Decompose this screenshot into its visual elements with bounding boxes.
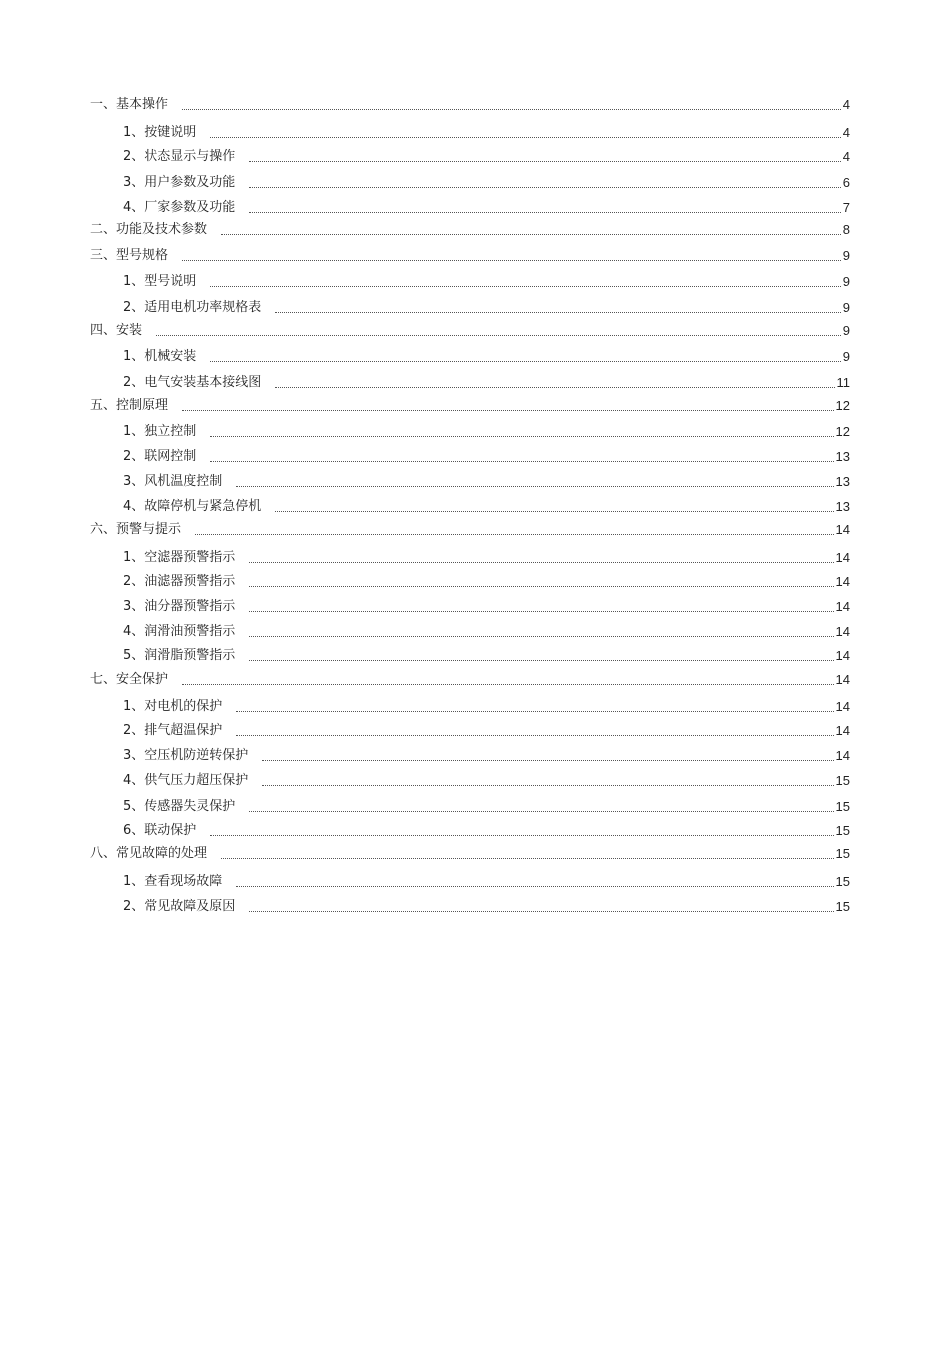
toc-entry[interactable]	[123, 871, 850, 891]
toc-entry-page-number: 15	[835, 846, 850, 861]
toc-entry-title: 1、对电机的保护	[123, 699, 223, 714]
toc-entry[interactable]	[123, 146, 850, 166]
toc-entry-page-number: 12	[835, 398, 850, 413]
toc-entry[interactable]	[123, 271, 850, 291]
toc-dot-leader	[221, 857, 834, 859]
toc-entry-page-number: 11	[836, 375, 850, 390]
toc-entry-title: 七、安全保护	[90, 672, 169, 687]
toc-entry[interactable]	[123, 547, 850, 567]
toc-dot-leader	[275, 386, 834, 388]
toc-entry[interactable]	[123, 896, 850, 916]
toc-entry-title: 4、厂家参数及功能	[123, 200, 236, 215]
toc-entry[interactable]	[123, 696, 850, 716]
toc-dot-leader	[182, 259, 841, 261]
toc-entry-page-number: 15	[835, 899, 850, 914]
toc-dot-leader	[249, 635, 833, 637]
toc-entry-page-number: 4	[842, 97, 850, 112]
toc-dot-leader	[249, 211, 840, 213]
toc-entry-page-number: 13	[835, 474, 850, 489]
toc-entry-page-number: 13	[835, 499, 850, 514]
toc-entry-page-number: 14	[835, 574, 850, 589]
toc-entry-title: 5、传感器失灵保护	[123, 799, 236, 814]
toc-dot-leader	[275, 510, 833, 512]
toc-dot-leader	[182, 409, 834, 411]
toc-dot-leader	[182, 683, 834, 685]
toc-entry[interactable]	[123, 820, 850, 840]
toc-entry-page-number: 14	[835, 748, 850, 763]
toc-entry[interactable]	[123, 796, 850, 816]
toc-entry-title: 2、适用电机功率规格表	[123, 300, 262, 315]
toc-entry-title: 2、状态显示与操作	[123, 149, 236, 164]
toc-dot-leader	[210, 460, 833, 462]
toc-entry-page-number: 15	[835, 823, 850, 838]
toc-entry-title: 2、联网控制	[123, 449, 197, 464]
toc-entry-page-number: 9	[842, 248, 850, 263]
toc-dot-leader	[249, 610, 833, 612]
toc-entry-page-number: 9	[842, 323, 850, 338]
toc-entry-page-number: 14	[835, 672, 850, 687]
toc-entry-page-number: 4	[842, 125, 850, 140]
toc-dot-leader	[210, 360, 840, 362]
toc-entry[interactable]	[123, 346, 850, 366]
toc-entry-title: 2、常见故障及原因	[123, 899, 236, 914]
toc-dot-leader	[262, 759, 833, 761]
toc-entry-title: 1、查看现场故障	[123, 874, 223, 889]
toc-dot-leader	[249, 585, 833, 587]
toc-entry-title: 1、空滤器预警指示	[123, 550, 236, 565]
toc-entry-page-number: 9	[842, 349, 850, 364]
toc-entry[interactable]	[123, 197, 850, 217]
toc-entry[interactable]	[90, 395, 850, 415]
toc-entry-title: 3、用户参数及功能	[123, 175, 236, 190]
toc-entry[interactable]	[90, 94, 850, 114]
toc-entry[interactable]	[90, 320, 850, 340]
toc-entry-title: 1、机械安装	[123, 349, 197, 364]
toc-dot-leader	[221, 233, 841, 235]
toc-entry-page-number: 4	[842, 149, 850, 164]
toc-entry-page-number: 14	[835, 624, 850, 639]
toc-entry-page-number: 15	[835, 773, 850, 788]
toc-entry[interactable]	[123, 172, 850, 192]
toc-entry-title: 四、安装	[90, 323, 143, 338]
toc-entry-title: 一、基本操作	[90, 97, 169, 112]
toc-entry-title: 3、油分器预警指示	[123, 599, 236, 614]
toc-entry-page-number: 12	[835, 424, 850, 439]
toc-dot-leader	[210, 136, 840, 138]
toc-dot-leader	[236, 485, 833, 487]
toc-entry-page-number: 15	[835, 874, 850, 889]
toc-entry-page-number: 14	[835, 599, 850, 614]
toc-entry-title: 4、供气压力超压保护	[123, 773, 249, 788]
toc-dot-leader	[236, 885, 833, 887]
toc-entry-page-number: 15	[835, 799, 850, 814]
toc-entry[interactable]	[123, 596, 850, 616]
toc-entry-page-number: 14	[835, 723, 850, 738]
toc-entry-title: 5、润滑脂预警指示	[123, 648, 236, 663]
toc-entry[interactable]	[123, 645, 850, 665]
toc-entry[interactable]	[90, 669, 850, 689]
toc-dot-leader	[262, 784, 833, 786]
toc-entry-title: 2、排气超温保护	[123, 723, 223, 738]
toc-entry-page-number: 14	[835, 522, 850, 537]
toc-entry[interactable]	[123, 621, 850, 641]
toc-entry-page-number: 8	[842, 222, 850, 237]
toc-entry[interactable]	[90, 245, 850, 265]
toc-dot-leader	[249, 186, 840, 188]
toc-dot-leader	[275, 311, 840, 313]
toc-entry-title: 3、空压机防逆转保护	[123, 748, 249, 763]
toc-entry-title: 2、电气安装基本接线图	[123, 375, 262, 390]
toc-entry[interactable]	[123, 372, 850, 392]
toc-entry[interactable]	[123, 446, 850, 466]
toc-dot-leader	[210, 285, 840, 287]
toc-entry[interactable]	[123, 297, 850, 317]
toc-dot-leader	[182, 108, 841, 110]
toc-entry-page-number: 14	[835, 699, 850, 714]
toc-dot-leader	[249, 160, 840, 162]
toc-entry[interactable]	[90, 843, 850, 863]
toc-entry-title: 6、联动保护	[123, 823, 197, 838]
toc-entry-page-number: 6	[842, 175, 850, 190]
toc-entry[interactable]	[123, 471, 850, 491]
toc-entry-title: 二、功能及技术参数	[90, 222, 208, 237]
toc-entry-title: 4、润滑油预警指示	[123, 624, 236, 639]
toc-entry-page-number: 14	[835, 648, 850, 663]
toc-dot-leader	[210, 834, 833, 836]
toc-entry-title: 1、型号说明	[123, 274, 197, 289]
toc-entry[interactable]	[123, 770, 850, 790]
toc-dot-leader	[210, 435, 833, 437]
toc-dot-leader	[156, 334, 841, 336]
toc-entry-page-number: 9	[842, 300, 850, 315]
toc-entry-title: 三、型号规格	[90, 248, 169, 263]
toc-entry[interactable]	[123, 571, 850, 591]
toc-dot-leader	[249, 810, 833, 812]
toc-entry[interactable]	[123, 745, 850, 765]
toc-dot-leader	[236, 710, 833, 712]
toc-entry-title: 1、独立控制	[123, 424, 197, 439]
toc-entry-page-number: 14	[835, 550, 850, 565]
toc-entry[interactable]	[123, 122, 850, 142]
toc-dot-leader	[249, 910, 833, 912]
toc-entry-title: 五、控制原理	[90, 398, 169, 413]
toc-entry-page-number: 7	[842, 200, 850, 215]
toc-entry-title: 1、按键说明	[123, 125, 197, 140]
toc-entry-title: 4、故障停机与紧急停机	[123, 499, 262, 514]
toc-entry[interactable]	[123, 720, 850, 740]
toc-entry-title: 六、预警与提示	[90, 522, 182, 537]
toc-dot-leader	[236, 734, 833, 736]
toc-entry[interactable]	[90, 219, 850, 239]
toc-entry-title: 八、常见故障的处理	[90, 846, 208, 861]
toc-dot-leader	[249, 561, 833, 563]
toc-entry[interactable]	[90, 519, 850, 539]
toc-entry-title: 3、风机温度控制	[123, 474, 223, 489]
toc-entry-title: 2、油滤器预警指示	[123, 574, 236, 589]
toc-dot-leader	[249, 659, 833, 661]
toc-entry-page-number: 13	[835, 449, 850, 464]
toc-entry[interactable]	[123, 421, 850, 441]
toc-dot-leader	[195, 533, 834, 535]
toc-entry-page-number: 9	[842, 274, 850, 289]
toc-entry[interactable]	[123, 496, 850, 516]
